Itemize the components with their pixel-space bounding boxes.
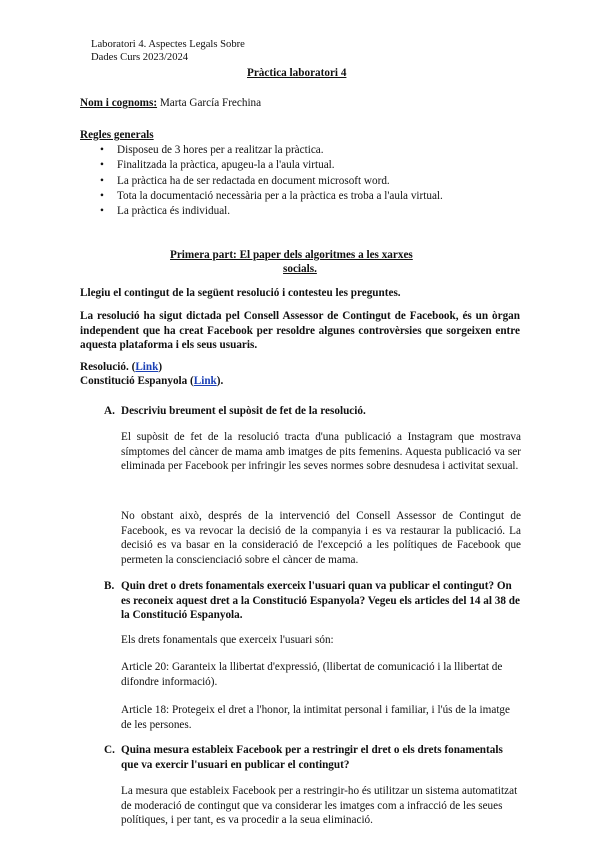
question-b-letter: B. — [104, 580, 115, 592]
question-c-letter: C. — [104, 744, 115, 756]
part1-instruction: Llegiu el contingut de la següent resolució i contesteu les preguntes. — [80, 287, 401, 299]
question-c-text: Quina mesura estableix Facebook per a restringir el dret o els drets fonamentals que va exercir l'usuari en publicar el contingut? — [121, 744, 503, 771]
question-b-answer-1: Els drets fonamentals que exerceix l'usuari són: — [121, 634, 334, 646]
part1-title-line1: Primera part: El paper dels algoritmes a les xarxes — [170, 249, 413, 261]
question-b-answer-2: Article 20: Garanteix la llibertat d'expressió, (llibertat de comunicació i la llibertat de difondre informació). — [121, 661, 503, 688]
part1-title-line2: socials. — [283, 263, 317, 275]
question-a-letter: A. — [104, 405, 115, 417]
name-label: Nom i cognoms: — [80, 97, 158, 109]
list-item: • Disposeu de 3 hores per a realitzar la pràctica. — [100, 143, 530, 158]
constitution-end: ). — [216, 375, 224, 387]
rules-list — [100, 143, 530, 219]
question-b-text: Quin dret o drets fonamentals exerceix l'usuari quan va publicar el contingut? On es reconeix aquest dret a la Constitució Espanyola? Vegeu els articles del 14 al 38 de la Constitució Espanyola. — [121, 580, 520, 622]
resolution-link[interactable]: Link — [135, 361, 159, 373]
resolution-end: ) — [158, 361, 163, 373]
list-item: • La pràctica és individual. — [100, 204, 530, 219]
constitution-line — [80, 374, 223, 389]
part1-intro: La resolució ha sigut dictada pel Consell Assessor de Contingut de Facebook, és un òrgan independent que ha creat Facebook per resoldre algunes controvèrsies que sorgeixen entre aquesta plataforma i els seus usuaris. — [80, 310, 520, 352]
header-line-1: Laboratori 4. Aspectes Legals Sobre — [91, 39, 245, 50]
list-item: • Finalitzada la pràctica, apugeu-la a l'aula virtual. — [100, 158, 530, 173]
question-b-answer-3: Article 18: Protegeix el dret a l'honor, la intimitat personal i familiar, i l'ús de la imatge de les persones. — [121, 704, 510, 731]
page-title: Pràctica laboratori 4 — [247, 67, 347, 79]
list-item: • Tota la documentació necessària per a la pràctica es troba a l'aula virtual. — [100, 189, 530, 204]
name-value: Marta García Frechina — [159, 97, 262, 109]
question-a-answer-1: El supòsit de fet de la resolució tracta d'una publicació a Instagram que mostrava símptomes del càncer de mama amb imatges de pits femenins. Aquesta publicació va ser eliminada per Facebook per infringir les seves normes sobre desnudesa i activitat sexual. — [121, 431, 521, 473]
constitution-link[interactable]: Link — [193, 375, 217, 387]
constitution-label: Constitució Espanyola ( — [80, 375, 194, 387]
list-item: • La pràctica ha de ser redactada en document microsoft word. — [100, 174, 530, 189]
question-c-answer-1: La mesura que estableix Facebook per a restringir-ho és utilitzar un sistema automatitzat de moderació de contingut que va considerar les imatges com a infracció de les seues polítiques, i per tant, es va procedir a la seua eliminació. — [121, 785, 518, 827]
resolution-line — [80, 360, 162, 375]
name-row — [80, 96, 261, 111]
rules-heading: Regles generals — [80, 129, 154, 141]
header-line-2: Dades Curs 2023/2024 — [91, 52, 189, 63]
question-a-text: Descriviu breument el supòsit de fet de la resolució. — [121, 405, 366, 417]
question-a-answer-2: No obstant això, després de la intervenció del Consell Assessor de Contingut de Facebook, es va revocar la decisió de la companyia i es va restaurar la publicació. La decisió es va basar en la consideració de l'excepció a les polítiques de Facebook que permeten la conscienciació sobre el càncer de mama. — [121, 510, 521, 566]
resolution-label: Resolució. ( — [80, 361, 136, 373]
